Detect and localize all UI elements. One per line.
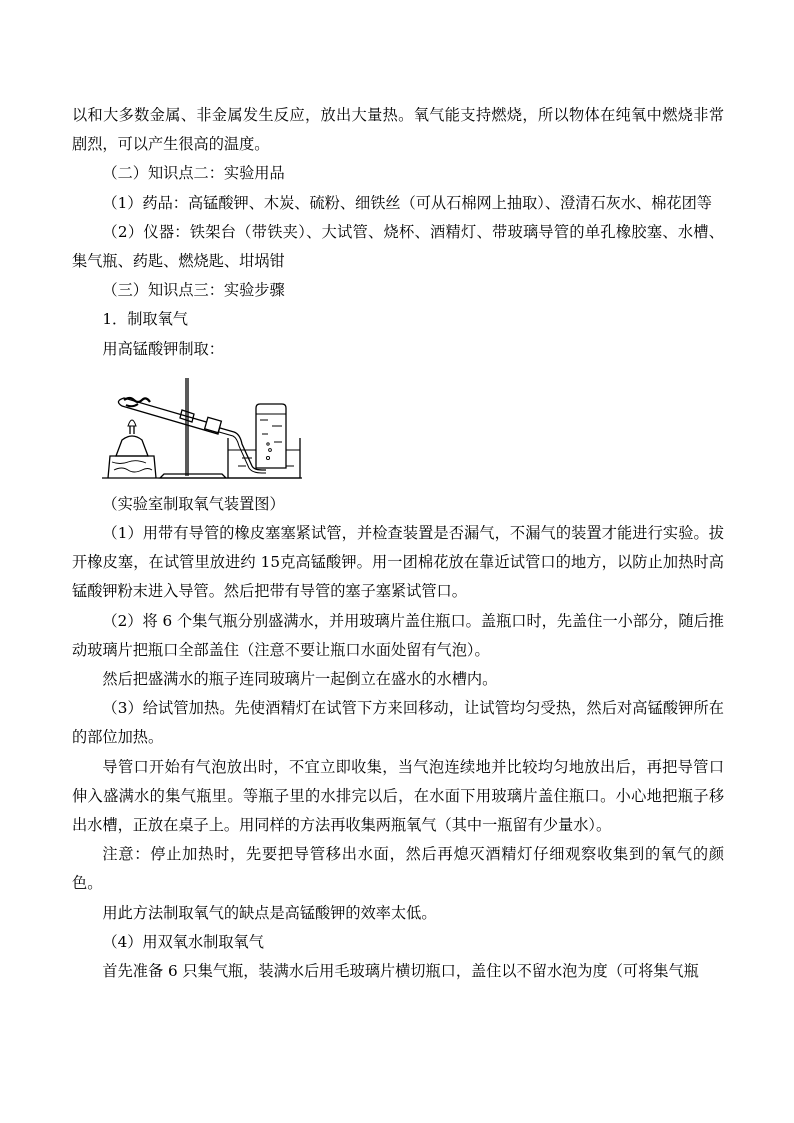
apparatus-figure [72, 368, 724, 486]
heading-knowledge-point-2: （二）知识点二：实验用品 [102, 164, 285, 183]
heading-step-4: （4）用双氧水制取氧气 [102, 932, 264, 951]
heading-prepare-oxygen: 1．制取氧气 [102, 310, 188, 329]
figure-caption: （实验室制取氧气装置图） [102, 494, 285, 513]
document-body [72, 101, 724, 986]
heading-knowledge-point-3: （三）知识点三：实验步骤 [102, 281, 285, 300]
flame [128, 420, 136, 426]
paragraph-h2o2-method: 首先准备 6 只集气瓶，装满水后用毛玻璃片横切瓶口，盖住以不留水泡为度（可将集气瓶 [102, 962, 699, 981]
paragraph-kmno4-method: 用高锰酸钾制取： [102, 339, 224, 358]
paragraph-step-1: （1）用带有导管的橡皮塞塞紧试管，并检查装置是否漏气，不漏气的装置才能进行实验。拔开橡皮塞，在试管里放进约 15克高锰酸钾。用一团棉花放在靠近试管口的地方，以防止加热时高锰酸钾粉末进入导管。然后把带有导管的塞子塞紧试管口。 [72, 524, 724, 601]
paragraph-collect-gas: 导管口开始有气泡放出时，不宜立即收集，当气泡连续地并比较均匀地放出后，再把导管口伸入盛满水的集气瓶里。等瓶子里的水排完以后，在水面下用玻璃片盖住瓶口。小心地把瓶子移出水槽，正放在桌子上。用同样的方法再收集两瓶氧气（其中一瓶留有少量水）。 [72, 757, 724, 835]
oxygen-apparatus-diagram [102, 374, 422, 486]
paragraph-chemicals: （1）药品：高锰酸钾、木炭、硫粉、细铁丝（可从石棉网上抽取）、澄清石灰水、棉花团等 [102, 193, 712, 212]
paragraph-oxygen-properties: 以和大多数金属、非金属发生反应，放出大量热。氧气能支持燃烧，所以物体在纯氧中燃烧非常剧烈，可以产生很高的温度。 [72, 106, 724, 154]
paragraph-drawback: 用此方法制取氧气的缺点是高锰酸钾的效率太低。 [102, 903, 437, 922]
stand-base [160, 474, 226, 478]
paragraph-invert-bottles: 然后把盛满水的瓶子连同玻璃片一起倒立在盛水的水槽内。 [102, 670, 498, 689]
alcohol-lamp [116, 436, 148, 456]
paragraph-note: 注意：停止加热时，先要把导管移出水面，然后再熄灭酒精灯仔细观察收集到的氧气的颜色。 [72, 845, 724, 893]
paragraph-step-3: （3）给试管加热。先使酒精灯在试管下方来回移动，让试管均匀受热，然后对高锰酸钾所在的部位加热。 [72, 699, 724, 747]
paragraph-instruments: （2）仪器：铁架台（带铁夹）、大试管、烧杯、酒精灯、带玻璃导管的单孔橡胶塞、水槽、集气瓶、药匙、燃烧匙、坩埚钳 [72, 222, 724, 271]
paragraph-step-2: （2）将 6 个集气瓶分别盛满水，并用玻璃片盖住瓶口。盖瓶口时，先盖住一小部分，随后推动玻璃片把瓶口全部盖住（注意不要让瓶口水面处留有气泡）。 [72, 611, 724, 659]
lamp-block [108, 456, 156, 478]
